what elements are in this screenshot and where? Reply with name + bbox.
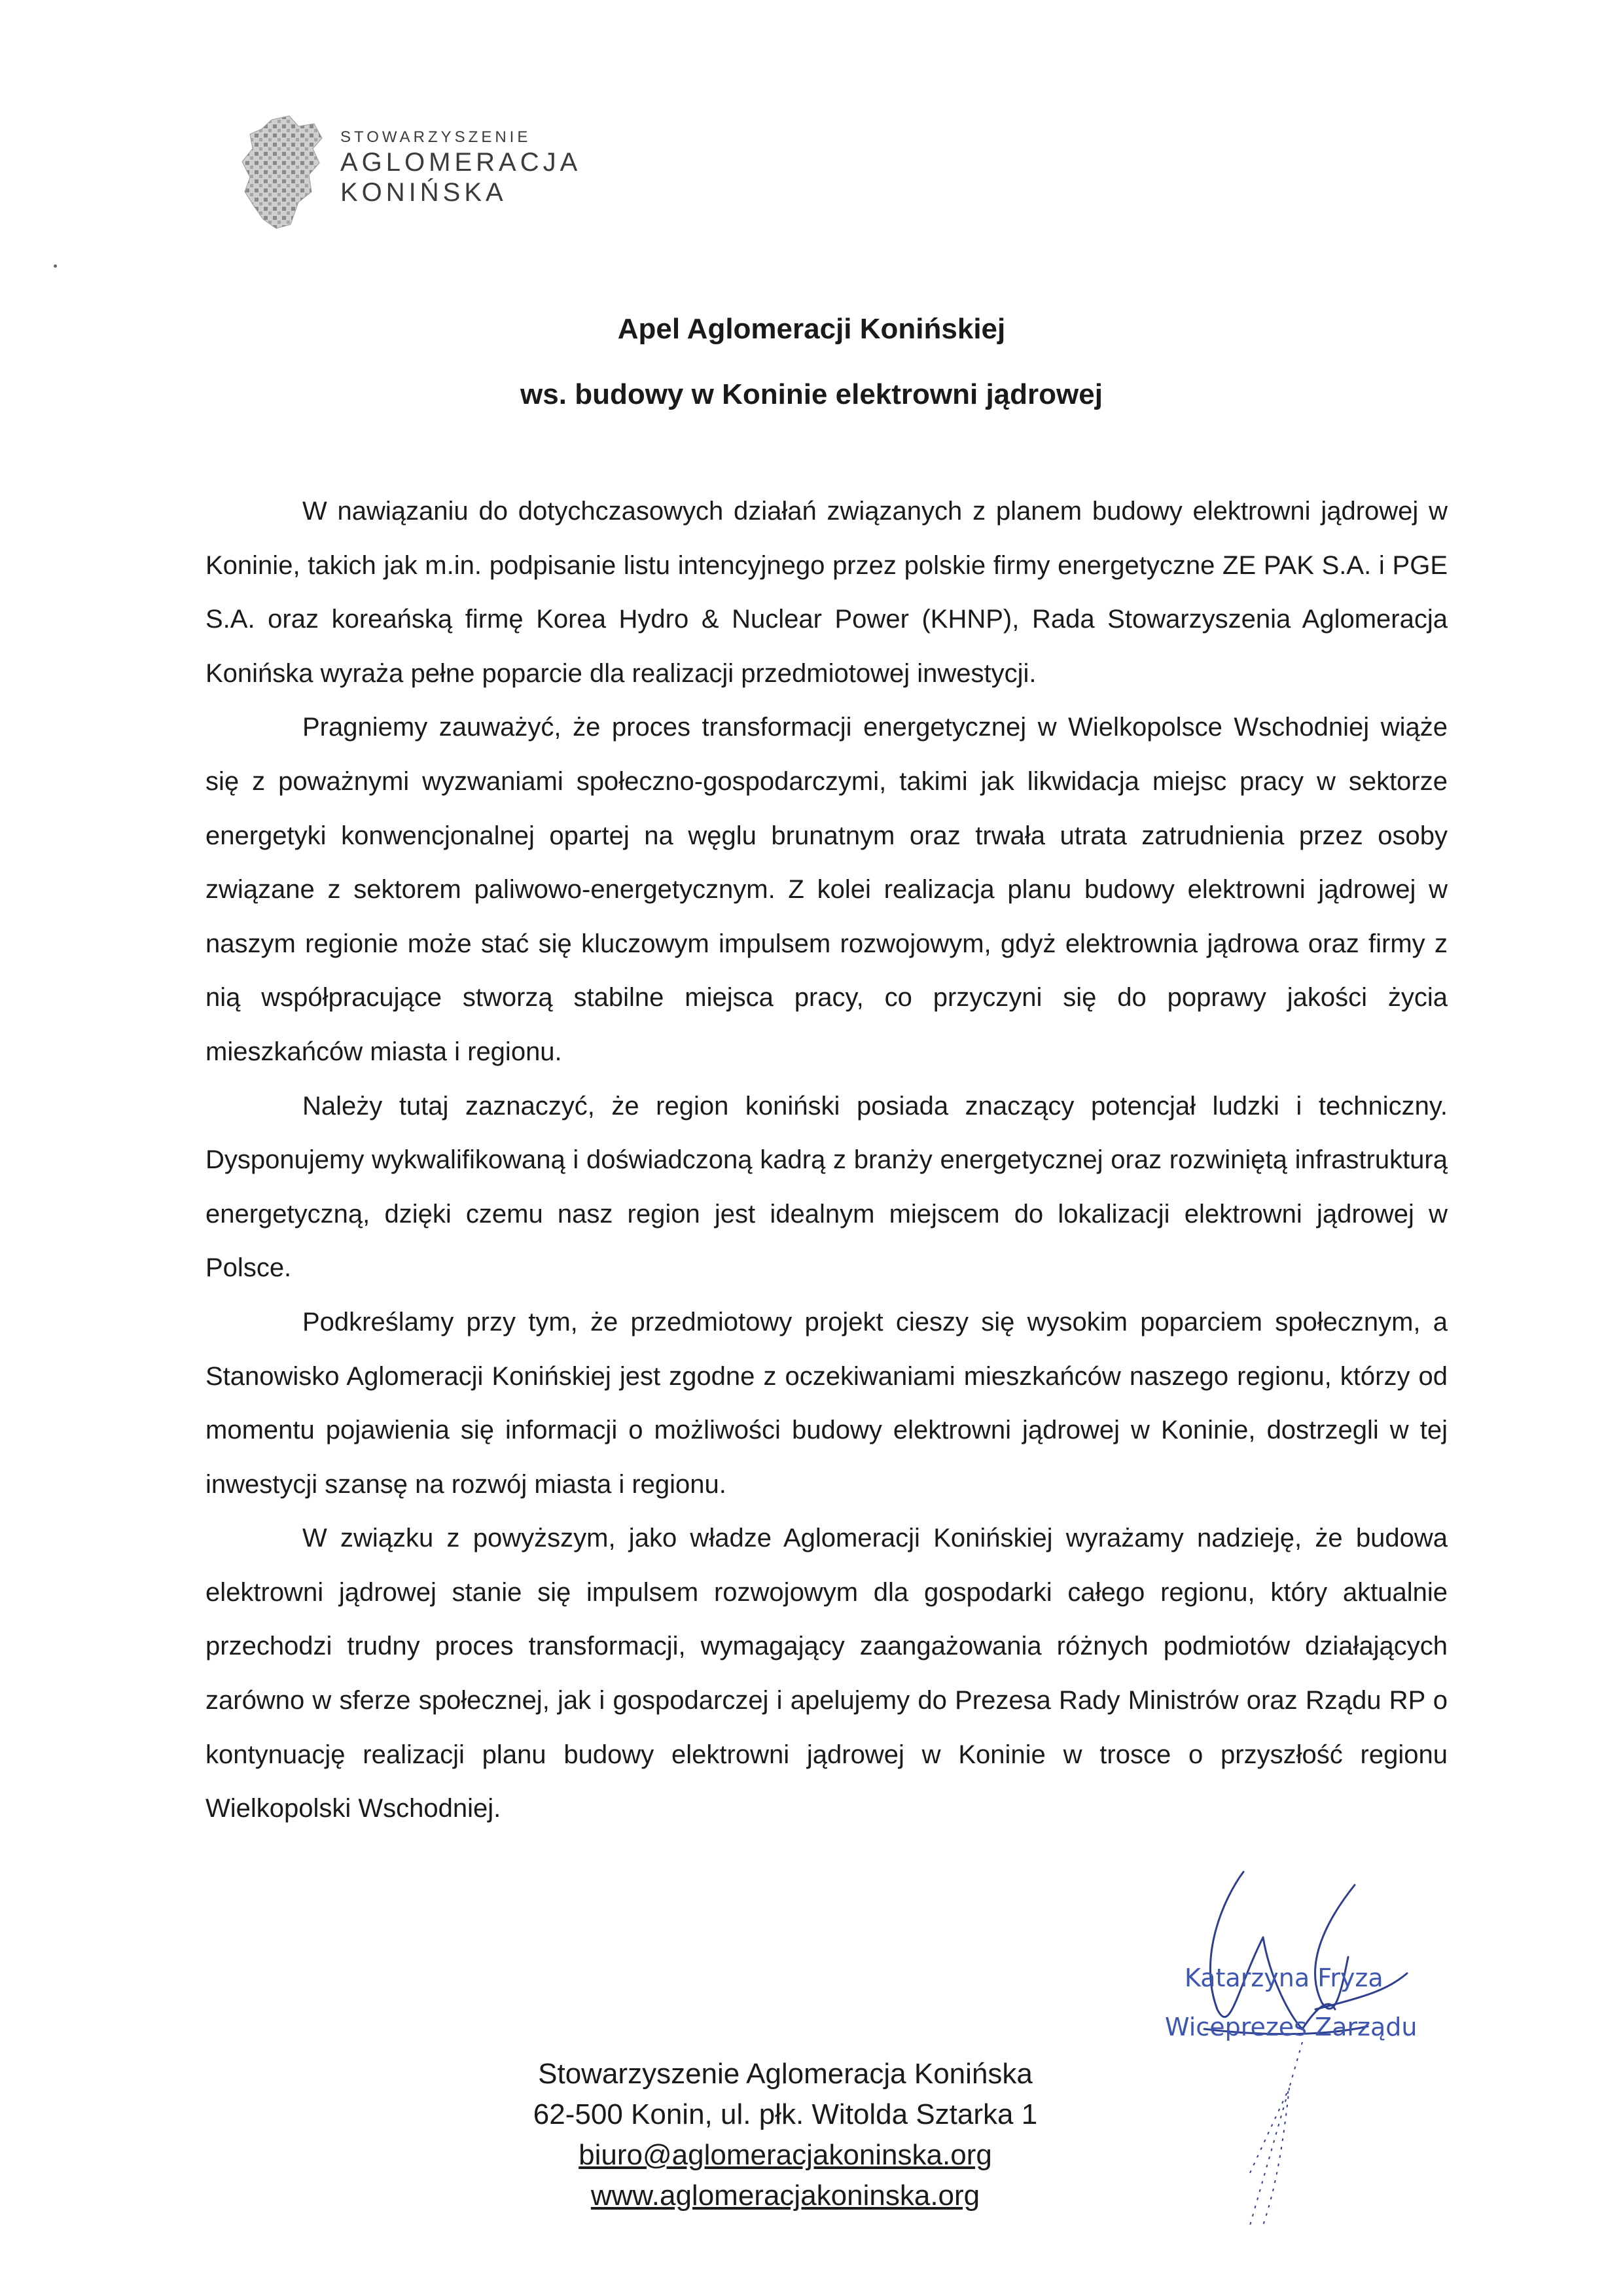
paragraph: Pragniemy zauważyć, że proces transformacji energetycznej w Wielkopolsce Wschodniej wiąże się z poważnymi wyzwaniami społeczno-gospodarczymi, takimi jak likwidacja miejsc pracy w sektorze energetyki konwencjonalnej opartej na węglu brunatnym oraz trwała utrata zatrudnienia przez osoby związane z sektorem paliwowo-energetycznym. Z kolei realizacja planu budowy elektrowni jądrowej w naszym regionie może stać się kluczowym impulsem rozwojowym, gdyż elektrownia jądrowa oraz firmy z nią współpracujące stworzą stabilne miejsca pracy, co przyczyni się do poprawy jakości życia mieszkańców miasta i regionu. (205, 713, 1448, 1066)
footer-contact (458, 2054, 1113, 2216)
footer-address: 62-500 Konin, ul. płk. Witolda Sztarka 1 (533, 2098, 1038, 2130)
document-subtitle: ws. budowy w Koninie elektrowni jądrowej (520, 378, 1103, 410)
signature-role: Wiceprezes Zarządu (1165, 2013, 1418, 2041)
signature-name: Katarzyna Fryza (1185, 1964, 1383, 1992)
logo-line-koninska: KONIŃSKA (340, 178, 507, 207)
logo-map-icon (236, 115, 334, 232)
letter-body (205, 484, 1448, 1836)
paragraph: W związku z powyższym, jako władze Aglomeracji Konińskiej wyrażamy nadzieję, że budowa elektrowni jądrowej stanie się impulsem rozwojowym dla gospodarki całego regionu, który aktualnie przechodzi trudny proces transformacji, wymagający zaangażowania różnych podmiotów działających zarówno w sferze społecznej, jak i gospodarczej i apelujemy do Prezesa Rady Ministrów oraz Rządu RP o kontynuację realizacji planu budowy elektrowni jądrowej w Koninie w trosce o przyszłość regionu Wielkopolski Wschodniej. (205, 1524, 1448, 1823)
paragraph: W nawiązaniu do dotychczasowych działań związanych z planem budowy elektrowni jądrowej w Koninie, takich jak m.in. podpisanie listu intencyjnego przez polskie firmy energetyczne ZE PAK S.A. i PGE S.A. oraz koreańską firmę Korea Hydro & Nuclear Power (KHNP), Rada Stowarzyszenia Aglomeracja Konińska wyraża pełne poparcie dla realizacji przedmiotowej inwestycji. (205, 497, 1448, 688)
organization-logo (236, 115, 582, 239)
document-title: Apel Aglomeracji Konińskiej (617, 313, 1006, 345)
paragraph: Należy tutaj zaznaczyć, że region koniński posiada znaczący potencjał ludzki i techniczny. Dysponujemy wykwalifikowaną i doświadczoną kadrą z branży energetycznej oraz rozwiniętą infrastrukturą energetyczną, dzięki czemu nasz region jest idealnym miejscem do lokalizacji elektrowni jądrowej w Polsce. (205, 1091, 1448, 1283)
handwritten-signature-icon (1106, 1859, 1446, 2225)
logo-text (340, 128, 581, 207)
scan-speck (54, 264, 57, 268)
signature-block (1106, 1859, 1446, 2225)
footer-email-link[interactable]: biuro@aglomeracjakoninska.org (579, 2139, 992, 2171)
logo-line-aglomeracja: AGLOMERACJA (340, 148, 582, 177)
logo-line-stowarzyszenie: STOWARZYSZENIE (340, 128, 531, 146)
footer-org-name: Stowarzyszenie Aglomeracja Konińska (538, 2058, 1033, 2090)
paragraph: Podkreślamy przy tym, że przedmiotowy projekt cieszy się wysokim poparciem społecznym, a Stanowisko Aglomeracji Konińskiej jest zgodne z oczekiwaniami mieszkańców naszego regionu, którzy od momentu pojawienia się informacji o możliwości budowy elektrowni jądrowej w Koninie, dostrzegli w tej inwestycji szansę na rozwój miasta i regionu. (205, 1307, 1448, 1499)
footer-website-link[interactable]: www.aglomeracjakoninska.org (590, 2179, 980, 2212)
